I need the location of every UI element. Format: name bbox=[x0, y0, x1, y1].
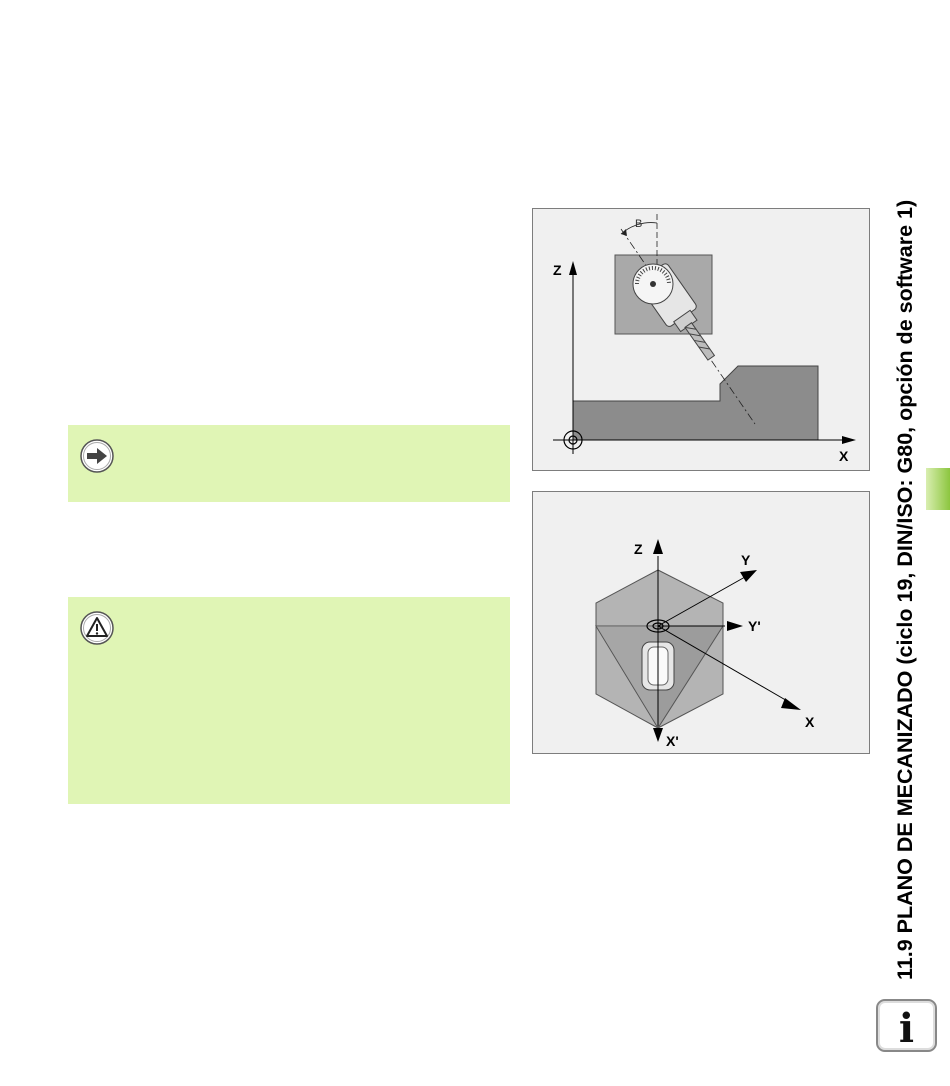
angle-b-label: B bbox=[635, 218, 643, 230]
chapter-tab-marker bbox=[926, 468, 950, 510]
info-icon: i bbox=[898, 1005, 915, 1052]
z-axis-label: Z bbox=[553, 262, 562, 278]
y-prime-axis-label: Y' bbox=[748, 618, 761, 634]
info-button[interactable] bbox=[876, 999, 937, 1052]
y-axis-label: Y bbox=[741, 552, 751, 568]
z-axis-label-2: Z bbox=[634, 541, 643, 557]
tilted-spindle-figure bbox=[532, 208, 870, 471]
rotated-coordinates-figure bbox=[532, 491, 870, 754]
warning-triangle-icon bbox=[79, 610, 115, 646]
x-axis-label: X bbox=[839, 448, 849, 464]
warning-note-box bbox=[68, 597, 510, 804]
chapter-side-title: 11.9 PLANO DE MECANIZADO (ciclo 19, DIN/ISO: G80, opción de software 1) bbox=[893, 199, 917, 980]
x-prime-axis-label: X' bbox=[666, 733, 679, 749]
x-axis-label-2: X bbox=[805, 714, 815, 730]
hint-note-box bbox=[68, 425, 510, 502]
arrow-right-icon bbox=[79, 438, 115, 474]
